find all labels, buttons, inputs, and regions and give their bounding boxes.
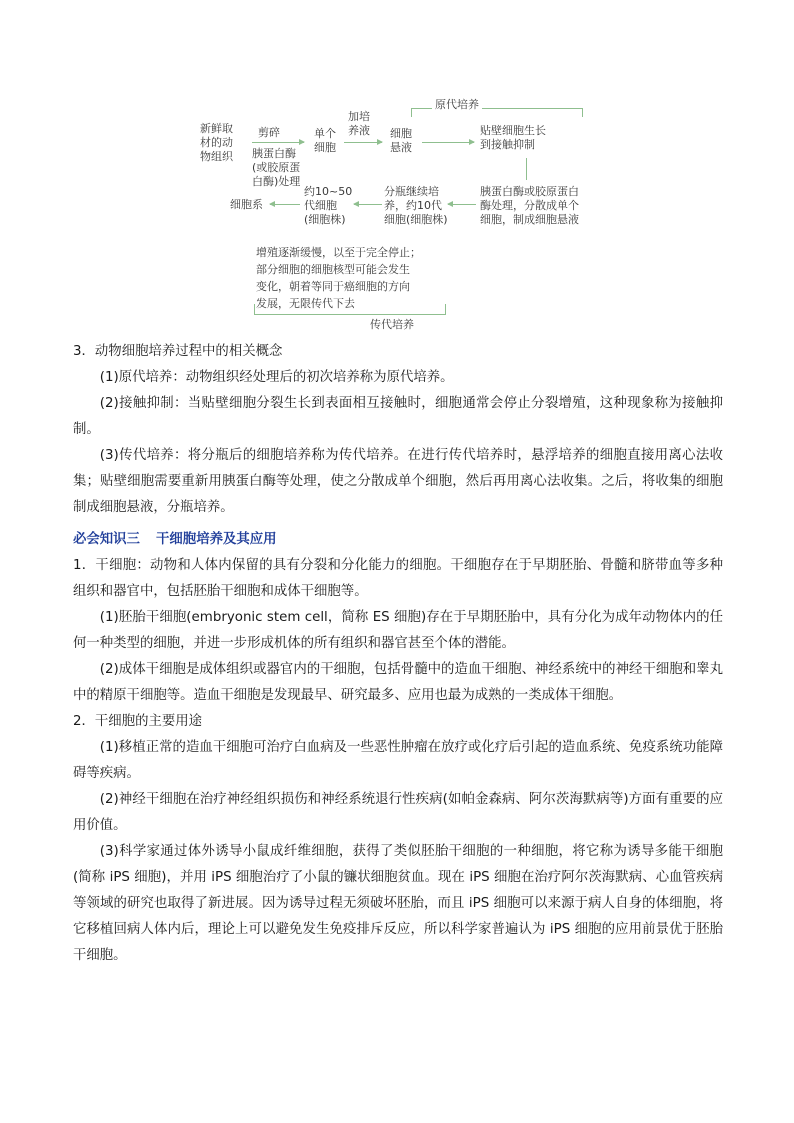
passage-culture-bracket xyxy=(254,304,446,315)
arrow-mince xyxy=(252,142,304,143)
use-neural: (2)神经干细胞在治疗神经组织损伤和神经系统退行性疾病(如帕金森病、阿尔茨海默病等)方面有重要的应用价值。 xyxy=(73,792,723,833)
flow-slowdown: 增殖逐渐缓慢，以至于完全停止； 部分细胞的细胞核型可能会发生 变化，朝着等同于癌细胞的方向 发展，无限传代下去 xyxy=(256,246,421,310)
flow-adherent: 贴壁细胞生长 到接触抑制 xyxy=(480,124,546,151)
passage-culture-label: 传代培养 xyxy=(370,318,414,331)
use-hematopoietic: (1)移植正常的造血干细胞可治疗白血病及一些恶性肿瘤在放疗或化疗后引起的造血系统、免疫系统功能障碍等疾病。 xyxy=(73,740,723,781)
cell-culture-flowchart xyxy=(196,92,606,337)
flow-single-cell: 单个 细胞 xyxy=(314,127,336,154)
flow-source: 新鲜取 材的动 物组织 xyxy=(200,122,233,163)
flow-enzyme1: 胰蛋白酶 (或胶原蛋 白酶)处理 xyxy=(252,147,301,188)
flow-cell-line: 细胞系 xyxy=(230,198,263,211)
primary-culture-label: 原代培养 xyxy=(432,98,482,112)
stem-uses-title: 2．干细胞的主要用途 xyxy=(73,714,203,729)
flow-mince: 剪碎 xyxy=(258,126,280,139)
concept-contact-inhibition: (2)接触抑制：当贴壁细胞分裂生长到表面相互接触时，细胞通常会停止分裂增殖，这种现象称为接触抑制。 xyxy=(73,396,723,437)
adult-stem-cell: (2)成体干细胞是成体组织或器官内的干细胞，包括骨髓中的造血干细胞、神经系统中的神经干细胞和睾丸中的精原干细胞等。造血干细胞是发现最早、研究最多、应用也最为成熟的一类成体干细胞。 xyxy=(73,662,723,703)
knowledge3-title: 干细胞培养及其应用 xyxy=(156,532,277,547)
flow-enzyme2: 胰蛋白酶或胶原蛋白 酶处理，分散成单个 细胞，制成细胞悬液 xyxy=(480,185,579,226)
flow-suspension: 细胞 悬液 xyxy=(390,127,412,154)
arrow-add-medium xyxy=(344,142,382,143)
arrow-down xyxy=(526,158,528,180)
knowledge3-heading xyxy=(73,521,723,553)
knowledge3-label: 必会知识三 xyxy=(73,532,140,547)
flow-add-medium: 加培 养液 xyxy=(348,110,370,137)
flow-subculture: 分瓶继续培 养，约10代 细胞(细胞株) xyxy=(384,185,448,226)
concept-passage: (3)传代培养：将分瓶后的细胞培养称为传代培养。在进行传代培养时，悬浮培养的细胞直接用离心法收集；贴壁细胞需要重新用胰蛋白酶等处理，使之分散成单个细胞，然后再用离心法收集。之后，将收集的细胞制成细胞悬液，分瓶培养。 xyxy=(73,448,723,515)
document-body xyxy=(73,339,723,969)
es-cell: (1)胚胎干细胞(embryonic stem cell，简称 ES 细胞)存在于早期胚胎中，具有分化为成年动物体内的任何一种类型的细胞，并进一步形成机体的所有组织和器官甚至个体的潜能。 xyxy=(73,610,723,651)
stem-cell-definition: 1．干细胞：动物和人体内保留的具有分裂和分化能力的细胞。干细胞存在于早期胚胎、骨髓和脐带血等多种组织和器官中，包括胚胎干细胞和成体干细胞等。 xyxy=(73,558,723,599)
use-ips: (3)科学家通过体外诱导小鼠成纤维细胞，获得了类似胚胎干细胞的一种细胞，将它称为诱导多能干细胞(简称 iPS 细胞)，并用 iPS 细胞治疗了小鼠的镰状细胞贫血。现在 iPS 细胞在治疗阿尔茨海默病、心血管疾病等领域的研究也取得了新进展。因为诱导过程无须破坏胚胎，而且 iPS 细胞可以来源于病人自身的体细胞，将它移植回病人体内后，理论上可以避免发生免疫排斥反应，所以科学家普遍认为 iPS 细胞的应用前景优于胚胎干细胞。 xyxy=(73,844,723,963)
concept-primary: (1)原代培养：动物组织经处理后的初次培养称为原代培养。 xyxy=(99,370,454,385)
section3-title: 3．动物细胞培养过程中的相关概念 xyxy=(73,344,283,359)
arrow-gen50 xyxy=(354,204,382,205)
arrow-subculture xyxy=(448,204,476,205)
arrow-adherent xyxy=(422,142,474,143)
flow-gen50: 约10~50 代细胞 (细胞株) xyxy=(304,185,353,226)
arrow-cell-line xyxy=(270,204,300,205)
